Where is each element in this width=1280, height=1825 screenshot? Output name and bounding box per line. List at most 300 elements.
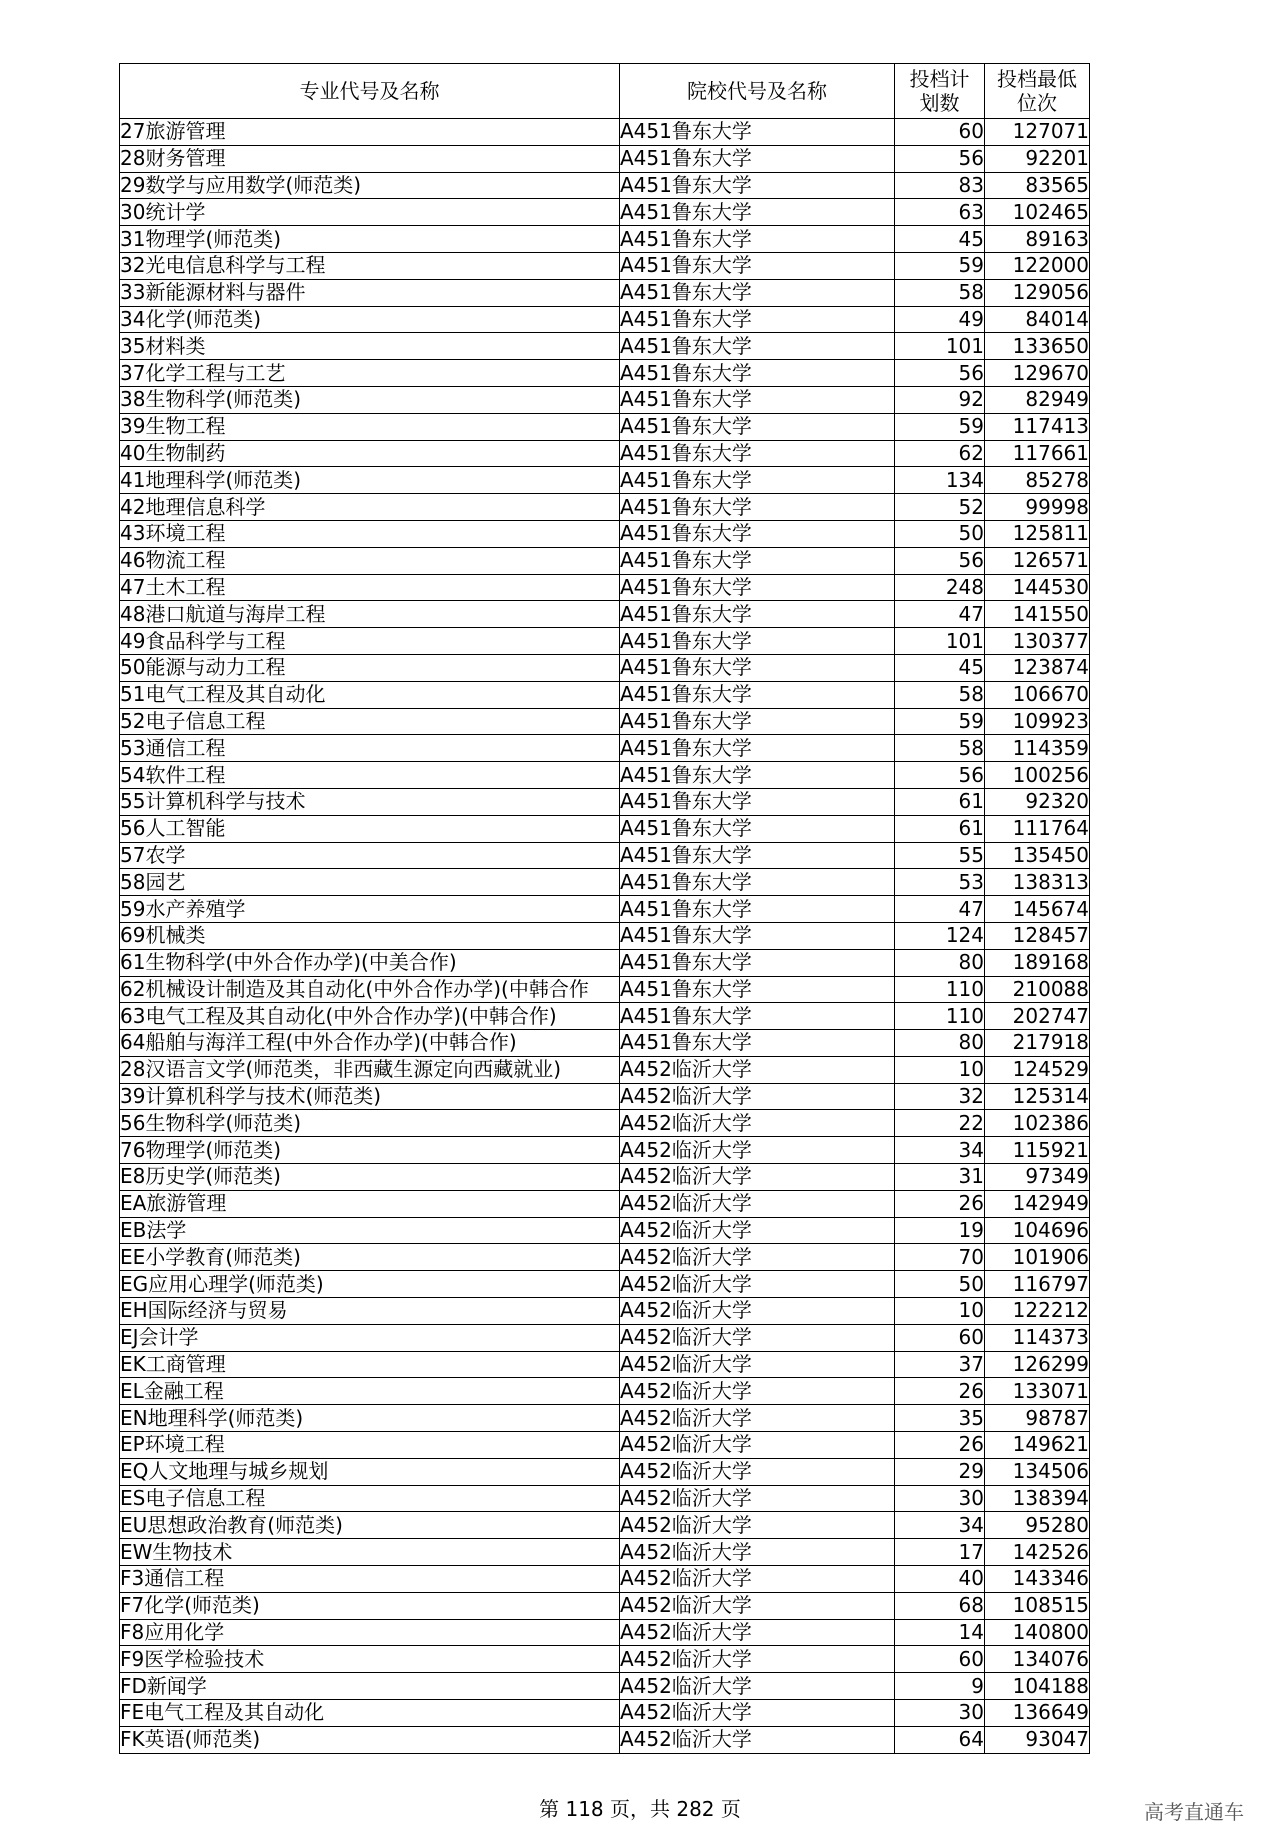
- cell-min-rank: 102465: [985, 199, 1090, 226]
- table-row: [120, 1003, 1090, 1030]
- cell-plan-count: 29: [895, 1458, 985, 1485]
- cell-min-rank: 125314: [985, 1083, 1090, 1110]
- table-row: [120, 360, 1090, 387]
- cell-school: A451鲁东大学: [620, 360, 895, 387]
- cell-school: A452临沂大学: [620, 1458, 895, 1485]
- table-row: [120, 547, 1090, 574]
- table-row: [120, 601, 1090, 628]
- cell-major: 49食品科学与工程: [120, 628, 620, 655]
- table-row: [120, 1539, 1090, 1566]
- cell-plan-count: 80: [895, 1030, 985, 1057]
- cell-major: 63电气工程及其自动化(中外合作办学)(中韩合作): [120, 1003, 620, 1030]
- cell-school: A451鲁东大学: [620, 520, 895, 547]
- cell-major: EG应用心理学(师范类): [120, 1271, 620, 1298]
- table-row: [120, 1298, 1090, 1325]
- table-row: [120, 708, 1090, 735]
- cell-min-rank: 145674: [985, 896, 1090, 923]
- cell-major: EL金融工程: [120, 1378, 620, 1405]
- cell-major: F8应用化学: [120, 1619, 620, 1646]
- table-row: [120, 949, 1090, 976]
- cell-school: A451鲁东大学: [620, 547, 895, 574]
- cell-plan-count: 83: [895, 172, 985, 199]
- table-row: [120, 1083, 1090, 1110]
- cell-major: EA旅游管理: [120, 1190, 620, 1217]
- cell-plan-count: 59: [895, 708, 985, 735]
- cell-school: A451鲁东大学: [620, 226, 895, 253]
- cell-min-rank: 92320: [985, 788, 1090, 815]
- table-row: [120, 199, 1090, 226]
- cell-major: 58园艺: [120, 869, 620, 896]
- table-row: [120, 1619, 1090, 1646]
- table-row: [120, 1673, 1090, 1700]
- cell-min-rank: 83565: [985, 172, 1090, 199]
- cell-school: A452临沂大学: [620, 1700, 895, 1727]
- cell-school: A452临沂大学: [620, 1083, 895, 1110]
- cell-min-rank: 122212: [985, 1298, 1090, 1325]
- cell-plan-count: 14: [895, 1619, 985, 1646]
- cell-school: A452临沂大学: [620, 1726, 895, 1753]
- cell-plan-count: 10: [895, 1056, 985, 1083]
- cell-major: 31物理学(师范类): [120, 226, 620, 253]
- cell-min-rank: 117413: [985, 413, 1090, 440]
- cell-plan-count: 50: [895, 1271, 985, 1298]
- cell-plan-count: 61: [895, 815, 985, 842]
- cell-plan-count: 58: [895, 279, 985, 306]
- cell-school: A452临沂大学: [620, 1405, 895, 1432]
- cell-min-rank: 141550: [985, 601, 1090, 628]
- cell-min-rank: 134076: [985, 1646, 1090, 1673]
- table-row: [120, 1378, 1090, 1405]
- table-row: [120, 1646, 1090, 1673]
- cell-major: 34化学(师范类): [120, 306, 620, 333]
- cell-major: 76物理学(师范类): [120, 1137, 620, 1164]
- cell-major: 40生物制药: [120, 440, 620, 467]
- cell-school: A451鲁东大学: [620, 199, 895, 226]
- cell-school: A451鲁东大学: [620, 869, 895, 896]
- header-major: 专业代号及名称: [120, 64, 620, 119]
- table-row: [120, 306, 1090, 333]
- cell-school: A451鲁东大学: [620, 842, 895, 869]
- cell-min-rank: 84014: [985, 306, 1090, 333]
- cell-plan-count: 17: [895, 1539, 985, 1566]
- cell-min-rank: 126571: [985, 547, 1090, 574]
- cell-major: 55计算机科学与技术: [120, 788, 620, 815]
- cell-plan-count: 49: [895, 306, 985, 333]
- cell-school: A452临沂大学: [620, 1646, 895, 1673]
- cell-plan-count: 53: [895, 869, 985, 896]
- cell-min-rank: 127071: [985, 119, 1090, 146]
- cell-major: 59水产养殖学: [120, 896, 620, 923]
- cell-min-rank: 142526: [985, 1539, 1090, 1566]
- cell-school: A451鲁东大学: [620, 654, 895, 681]
- cell-min-rank: 93047: [985, 1726, 1090, 1753]
- table-row: [120, 1405, 1090, 1432]
- cell-school: A451鲁东大学: [620, 119, 895, 146]
- cell-min-rank: 143346: [985, 1566, 1090, 1593]
- cell-plan-count: 56: [895, 145, 985, 172]
- cell-plan-count: 248: [895, 574, 985, 601]
- cell-school: A451鲁东大学: [620, 976, 895, 1003]
- cell-plan-count: 60: [895, 119, 985, 146]
- table-row: [120, 628, 1090, 655]
- cell-major: FK英语(师范类): [120, 1726, 620, 1753]
- cell-plan-count: 55: [895, 842, 985, 869]
- cell-major: EU思想政治教育(师范类): [120, 1512, 620, 1539]
- cell-major: EE小学教育(师范类): [120, 1244, 620, 1271]
- table-row: [120, 1271, 1090, 1298]
- header-plan-count: 投档计 划数: [895, 64, 985, 119]
- cell-school: A451鲁东大学: [620, 386, 895, 413]
- cell-plan-count: 59: [895, 413, 985, 440]
- cell-plan-count: 110: [895, 976, 985, 1003]
- cell-school: A451鲁东大学: [620, 440, 895, 467]
- cell-school: A452临沂大学: [620, 1351, 895, 1378]
- cell-min-rank: 134506: [985, 1458, 1090, 1485]
- table-row: [120, 654, 1090, 681]
- cell-major: 61生物科学(中外合作办学)(中美合作): [120, 949, 620, 976]
- cell-major: 62机械设计制造及其自动化(中外合作办学)(中韩合作: [120, 976, 620, 1003]
- cell-major: 51电气工程及其自动化: [120, 681, 620, 708]
- cell-major: 54软件工程: [120, 762, 620, 789]
- cell-school: A452临沂大学: [620, 1110, 895, 1137]
- cell-school: A452临沂大学: [620, 1619, 895, 1646]
- cell-major: 52电子信息工程: [120, 708, 620, 735]
- cell-major: 37化学工程与工艺: [120, 360, 620, 387]
- cell-plan-count: 45: [895, 654, 985, 681]
- cell-min-rank: 98787: [985, 1405, 1090, 1432]
- table-row: [120, 681, 1090, 708]
- cell-school: A452临沂大学: [620, 1673, 895, 1700]
- cell-major: EB法学: [120, 1217, 620, 1244]
- cell-school: A452临沂大学: [620, 1137, 895, 1164]
- table-row: [120, 172, 1090, 199]
- cell-school: A451鲁东大学: [620, 306, 895, 333]
- cell-plan-count: 61: [895, 788, 985, 815]
- cell-plan-count: 31: [895, 1164, 985, 1191]
- cell-school: A451鲁东大学: [620, 788, 895, 815]
- cell-min-rank: 138313: [985, 869, 1090, 896]
- cell-plan-count: 70: [895, 1244, 985, 1271]
- table-row: [120, 1512, 1090, 1539]
- cell-plan-count: 35: [895, 1405, 985, 1432]
- cell-plan-count: 26: [895, 1378, 985, 1405]
- cell-plan-count: 45: [895, 226, 985, 253]
- cell-plan-count: 59: [895, 252, 985, 279]
- table-row: [120, 1190, 1090, 1217]
- table-row: [120, 1110, 1090, 1137]
- cell-min-rank: 82949: [985, 386, 1090, 413]
- cell-major: EQ人文地理与城乡规划: [120, 1458, 620, 1485]
- cell-school: A451鲁东大学: [620, 815, 895, 842]
- cell-major: 50能源与动力工程: [120, 654, 620, 681]
- table-row: [120, 333, 1090, 360]
- cell-plan-count: 50: [895, 520, 985, 547]
- cell-major: 56生物科学(师范类): [120, 1110, 620, 1137]
- table-row: [120, 440, 1090, 467]
- cell-major: 28汉语言文学(师范类，非西藏生源定向西藏就业): [120, 1056, 620, 1083]
- table-row: [120, 815, 1090, 842]
- cell-major: 64船舶与海洋工程(中外合作办学)(中韩合作): [120, 1030, 620, 1057]
- cell-school: A452临沂大学: [620, 1378, 895, 1405]
- cell-major: 43环境工程: [120, 520, 620, 547]
- cell-plan-count: 124: [895, 922, 985, 949]
- table-row: [120, 1137, 1090, 1164]
- cell-min-rank: 144530: [985, 574, 1090, 601]
- cell-major: 35材料类: [120, 333, 620, 360]
- cell-school: A451鲁东大学: [620, 333, 895, 360]
- cell-major: 33新能源材料与器件: [120, 279, 620, 306]
- watermark-text: 高考直通车: [1144, 1800, 1244, 1824]
- cell-major: 39计算机科学与技术(师范类): [120, 1083, 620, 1110]
- cell-plan-count: 10: [895, 1298, 985, 1325]
- cell-school: A451鲁东大学: [620, 762, 895, 789]
- cell-min-rank: 189168: [985, 949, 1090, 976]
- cell-min-rank: 114359: [985, 735, 1090, 762]
- cell-major: 38生物科学(师范类): [120, 386, 620, 413]
- cell-school: A452临沂大学: [620, 1432, 895, 1459]
- cell-plan-count: 30: [895, 1700, 985, 1727]
- cell-school: A451鲁东大学: [620, 413, 895, 440]
- cell-min-rank: 210088: [985, 976, 1090, 1003]
- cell-plan-count: 37: [895, 1351, 985, 1378]
- cell-plan-count: 47: [895, 601, 985, 628]
- cell-min-rank: 129670: [985, 360, 1090, 387]
- page-number: 第 118 页，共 282 页: [539, 1797, 741, 1821]
- cell-plan-count: 40: [895, 1566, 985, 1593]
- table-row: [120, 1217, 1090, 1244]
- cell-min-rank: 109923: [985, 708, 1090, 735]
- cell-school: A451鲁东大学: [620, 145, 895, 172]
- table-row: [120, 1458, 1090, 1485]
- cell-plan-count: 68: [895, 1592, 985, 1619]
- table-row: [120, 1592, 1090, 1619]
- cell-major: 48港口航道与海岸工程: [120, 601, 620, 628]
- cell-min-rank: 95280: [985, 1512, 1090, 1539]
- cell-school: A451鲁东大学: [620, 467, 895, 494]
- header-school: 院校代号及名称: [620, 64, 895, 119]
- cell-major: FE电气工程及其自动化: [120, 1700, 620, 1727]
- table-row: [120, 1164, 1090, 1191]
- cell-min-rank: 125811: [985, 520, 1090, 547]
- cell-plan-count: 58: [895, 735, 985, 762]
- cell-major: 39生物工程: [120, 413, 620, 440]
- cell-min-rank: 89163: [985, 226, 1090, 253]
- cell-plan-count: 101: [895, 333, 985, 360]
- cell-plan-count: 134: [895, 467, 985, 494]
- cell-major: E8历史学(师范类): [120, 1164, 620, 1191]
- cell-min-rank: 129056: [985, 279, 1090, 306]
- cell-min-rank: 115921: [985, 1137, 1090, 1164]
- cell-plan-count: 34: [895, 1137, 985, 1164]
- cell-min-rank: 136649: [985, 1700, 1090, 1727]
- cell-plan-count: 9: [895, 1673, 985, 1700]
- cell-min-rank: 85278: [985, 467, 1090, 494]
- table-body: [120, 119, 1090, 1754]
- table-row: [120, 119, 1090, 146]
- cell-min-rank: 126299: [985, 1351, 1090, 1378]
- cell-min-rank: 133650: [985, 333, 1090, 360]
- cell-min-rank: 108515: [985, 1592, 1090, 1619]
- cell-min-rank: 128457: [985, 922, 1090, 949]
- cell-major: 56人工智能: [120, 815, 620, 842]
- table-row: [120, 1566, 1090, 1593]
- cell-school: A451鲁东大学: [620, 922, 895, 949]
- cell-school: A452临沂大学: [620, 1512, 895, 1539]
- cell-min-rank: 124529: [985, 1056, 1090, 1083]
- cell-school: A451鲁东大学: [620, 949, 895, 976]
- cell-plan-count: 56: [895, 547, 985, 574]
- cell-major: F7化学(师范类): [120, 1592, 620, 1619]
- cell-min-rank: 116797: [985, 1271, 1090, 1298]
- cell-min-rank: 217918: [985, 1030, 1090, 1057]
- cell-min-rank: 130377: [985, 628, 1090, 655]
- cell-min-rank: 138394: [985, 1485, 1090, 1512]
- cell-school: A451鲁东大学: [620, 601, 895, 628]
- cell-plan-count: 58: [895, 681, 985, 708]
- table-row: [120, 922, 1090, 949]
- cell-major: EW生物技术: [120, 1539, 620, 1566]
- cell-plan-count: 92: [895, 386, 985, 413]
- cell-min-rank: 104696: [985, 1217, 1090, 1244]
- cell-major: 41地理科学(师范类): [120, 467, 620, 494]
- table-row: [120, 1056, 1090, 1083]
- cell-school: A451鲁东大学: [620, 708, 895, 735]
- cell-major: EK工商管理: [120, 1351, 620, 1378]
- cell-school: A452临沂大学: [620, 1056, 895, 1083]
- cell-school: A451鲁东大学: [620, 279, 895, 306]
- cell-min-rank: 100256: [985, 762, 1090, 789]
- cell-major: 29数学与应用数学(师范类): [120, 172, 620, 199]
- cell-min-rank: 122000: [985, 252, 1090, 279]
- cell-plan-count: 64: [895, 1726, 985, 1753]
- cell-school: A451鲁东大学: [620, 735, 895, 762]
- table-row: [120, 467, 1090, 494]
- cell-school: A451鲁东大学: [620, 1030, 895, 1057]
- table-row: [120, 1324, 1090, 1351]
- cell-major: F9医学检验技术: [120, 1646, 620, 1673]
- cell-min-rank: 111764: [985, 815, 1090, 842]
- cell-school: A452临沂大学: [620, 1592, 895, 1619]
- cell-major: 57农学: [120, 842, 620, 869]
- cell-school: A452临沂大学: [620, 1217, 895, 1244]
- cell-min-rank: 149621: [985, 1432, 1090, 1459]
- cell-plan-count: 63: [895, 199, 985, 226]
- table-row: [120, 1726, 1090, 1753]
- cell-plan-count: 30: [895, 1485, 985, 1512]
- cell-min-rank: 106670: [985, 681, 1090, 708]
- cell-min-rank: 104188: [985, 1673, 1090, 1700]
- cell-school: A451鲁东大学: [620, 574, 895, 601]
- table-row: [120, 574, 1090, 601]
- cell-min-rank: 97349: [985, 1164, 1090, 1191]
- cell-major: F3通信工程: [120, 1566, 620, 1593]
- cell-plan-count: 60: [895, 1646, 985, 1673]
- table-row: [120, 226, 1090, 253]
- cell-major: 53通信工程: [120, 735, 620, 762]
- table-row: [120, 896, 1090, 923]
- cell-school: A452临沂大学: [620, 1244, 895, 1271]
- cell-school: A452临沂大学: [620, 1566, 895, 1593]
- cell-major: 27旅游管理: [120, 119, 620, 146]
- cell-min-rank: 99998: [985, 494, 1090, 521]
- cell-major: 28财务管理: [120, 145, 620, 172]
- table-row: [120, 145, 1090, 172]
- table-row: [120, 762, 1090, 789]
- cell-min-rank: 92201: [985, 145, 1090, 172]
- table-row: [120, 1432, 1090, 1459]
- cell-major: EP环境工程: [120, 1432, 620, 1459]
- table-row: [120, 279, 1090, 306]
- admissions-table: [119, 63, 1090, 1754]
- cell-min-rank: 102386: [985, 1110, 1090, 1137]
- table-row: [120, 1485, 1090, 1512]
- cell-major: FD新闻学: [120, 1673, 620, 1700]
- cell-plan-count: 26: [895, 1190, 985, 1217]
- cell-min-rank: 123874: [985, 654, 1090, 681]
- cell-min-rank: 133071: [985, 1378, 1090, 1405]
- cell-plan-count: 101: [895, 628, 985, 655]
- cell-plan-count: 19: [895, 1217, 985, 1244]
- table-row: [120, 413, 1090, 440]
- cell-plan-count: 47: [895, 896, 985, 923]
- table-row: [120, 1030, 1090, 1057]
- cell-min-rank: 140800: [985, 1619, 1090, 1646]
- cell-school: A452临沂大学: [620, 1271, 895, 1298]
- table-row: [120, 386, 1090, 413]
- cell-school: A451鲁东大学: [620, 628, 895, 655]
- cell-min-rank: 114373: [985, 1324, 1090, 1351]
- cell-min-rank: 202747: [985, 1003, 1090, 1030]
- cell-plan-count: 34: [895, 1512, 985, 1539]
- cell-school: A451鲁东大学: [620, 896, 895, 923]
- cell-plan-count: 60: [895, 1324, 985, 1351]
- cell-plan-count: 32: [895, 1083, 985, 1110]
- cell-plan-count: 52: [895, 494, 985, 521]
- cell-school: A452临沂大学: [620, 1164, 895, 1191]
- cell-school: A452临沂大学: [620, 1190, 895, 1217]
- cell-major: 69机械类: [120, 922, 620, 949]
- table-row: [120, 1700, 1090, 1727]
- cell-plan-count: 56: [895, 762, 985, 789]
- cell-school: A451鲁东大学: [620, 252, 895, 279]
- cell-major: 42地理信息科学: [120, 494, 620, 521]
- cell-plan-count: 80: [895, 949, 985, 976]
- cell-min-rank: 135450: [985, 842, 1090, 869]
- cell-school: A452临沂大学: [620, 1298, 895, 1325]
- cell-major: EH国际经济与贸易: [120, 1298, 620, 1325]
- cell-major: 47土木工程: [120, 574, 620, 601]
- table-row: [120, 735, 1090, 762]
- cell-school: A451鲁东大学: [620, 1003, 895, 1030]
- cell-major: 46物流工程: [120, 547, 620, 574]
- table-row: [120, 976, 1090, 1003]
- header-min-rank: 投档最低 位次: [985, 64, 1090, 119]
- cell-school: A452临沂大学: [620, 1324, 895, 1351]
- cell-major: 32光电信息科学与工程: [120, 252, 620, 279]
- cell-school: A451鲁东大学: [620, 494, 895, 521]
- cell-school: A452临沂大学: [620, 1539, 895, 1566]
- table-row: [120, 252, 1090, 279]
- cell-school: A451鲁东大学: [620, 172, 895, 199]
- cell-plan-count: 56: [895, 360, 985, 387]
- table-row: [120, 869, 1090, 896]
- table-row: [120, 1351, 1090, 1378]
- cell-major: ES电子信息工程: [120, 1485, 620, 1512]
- cell-school: A452临沂大学: [620, 1485, 895, 1512]
- table-header-row: [120, 64, 1090, 119]
- cell-plan-count: 22: [895, 1110, 985, 1137]
- table-row: [120, 494, 1090, 521]
